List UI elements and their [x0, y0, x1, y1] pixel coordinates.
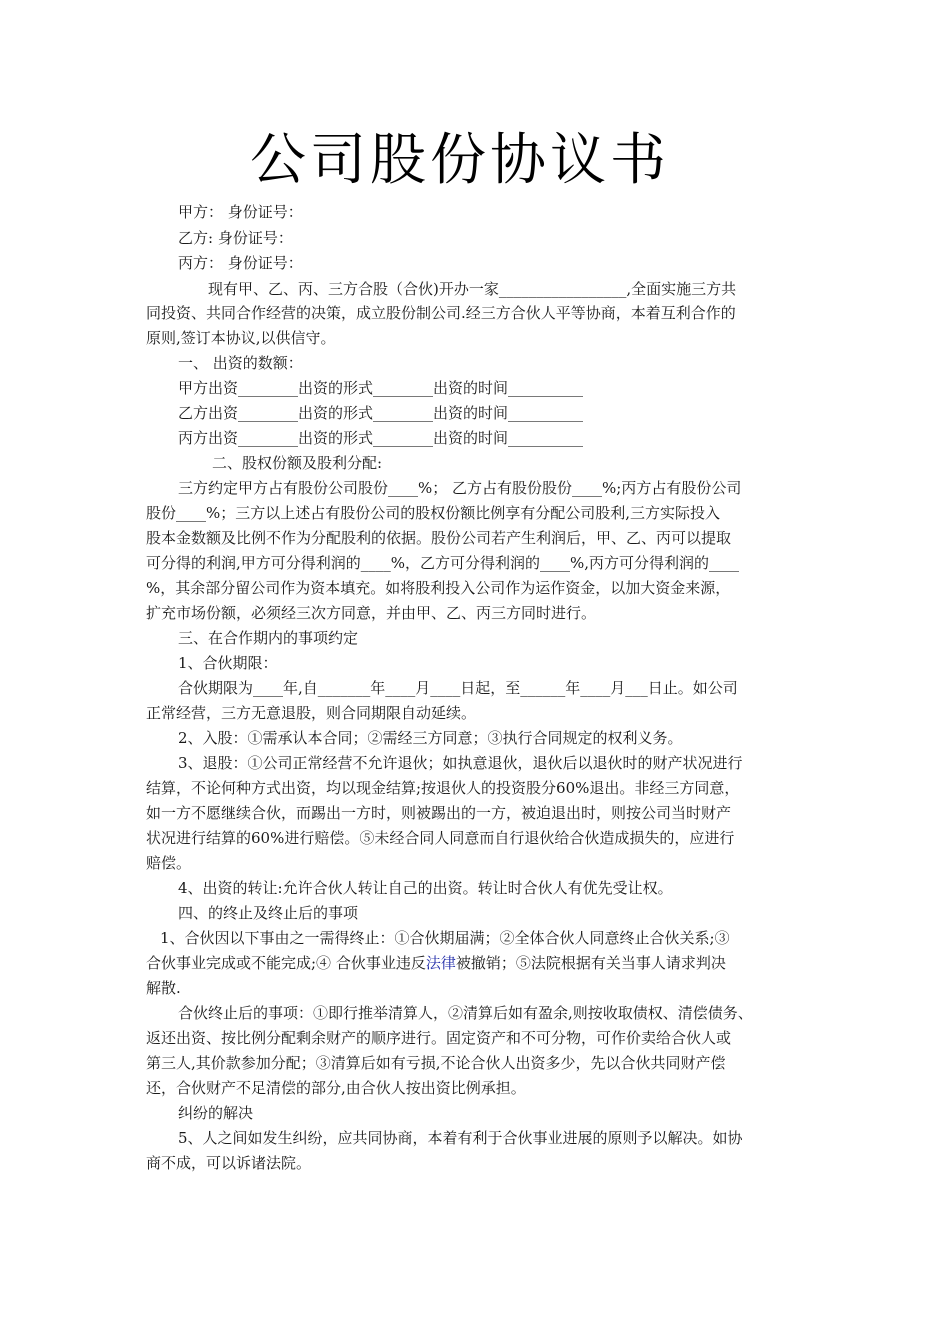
dispute-line: 5、人之间如发生纠纷，应共同协商，本着有利于合伙事业进展的原则予以解决。如协 [178, 1129, 743, 1147]
withdraw-line: 如一方不愿继续合伙，而踢出一方时，则被踢出的一方，被迫退出时，则按公司当时财产 [146, 804, 732, 822]
term-heading: 1、合伙期限： [178, 654, 278, 672]
post-termination-line: 合伙终止后的事项：①即行推举清算人，②清算后如有盈余,则按收取债权、清偿债务、 [178, 1004, 753, 1022]
section-3-heading: 三、在合作期内的事项约定 [178, 629, 359, 647]
law-link[interactable]: 法律 [425, 954, 456, 972]
section-2-line: 可分得的利润,甲方可分得利润的____%，乙方可分得利润的____%,丙方可分得利润的____ [146, 554, 740, 572]
withdraw-line: 赔偿。 [146, 854, 192, 872]
intro-line: 原则,签订本协议,以供信守。 [146, 329, 336, 347]
intro-line: 现有甲、乙、丙、三方合股（合伙)开办一家_________________,全面实施三方共 [208, 280, 737, 298]
join-clause: 2、入股：①需承认本合同；②需经三方同意；③执行合同规定的权利义务。 [178, 729, 683, 747]
document-title: 公司股份协议书 [250, 128, 670, 193]
intro-line: 同投资、共同合作经营的决策，成立股份制公司.经三方合伙人平等协商，本着互利合作的 [146, 304, 736, 322]
transfer-clause: 4、出资的转让:允许合伙人转让自己的出资。转让时合伙人有优先受让权。 [178, 879, 673, 897]
party-jia-line: 甲方： 身份证号： [178, 203, 303, 221]
contribution-row: 甲方出资________出资的形式________出资的时间__________ [178, 379, 584, 397]
term-line: 正常经营，三方无意退股，则合同期限自动延续。 [146, 704, 477, 722]
section-2-heading: 二、股权份额及股利分配: [212, 454, 383, 472]
withdraw-line: 状况进行结算的60%进行赔偿。⑤未经合同人同意而自行退伙给合伙造成损失的，应进行 [146, 829, 735, 847]
term-line: 合伙期限为____年,自_______年____月____日起，至______年____月___日止。如公司 [178, 679, 738, 697]
section-2-line: 三方约定甲方占有股份公司股份____%； 乙方占有股份股份____%;丙方占有股份公司 [178, 479, 742, 497]
termination-line: 1、合伙因以下事由之一需得终止：①合伙期届满；②全体合伙人同意终止合伙关系;③ [160, 929, 730, 947]
section-4-heading: 四、的终止及终止后的事项 [178, 904, 359, 922]
post-termination-line: 返还出资、按比例分配剩余财产的顺序进行。固定资产和不可分物，可作价卖给合伙人或 [146, 1029, 732, 1047]
section-2-line: 股份____%；三方以上述占有股份公司的股权份额比例享有分配公司股利,三方实际投入 [146, 504, 721, 522]
termination-line: 解散. [146, 979, 181, 997]
section-2-line: 扩充市场份额，必须经三次方同意，并由甲、乙、丙三方同时进行。 [146, 604, 597, 622]
party-yi-line: 乙方: 身份证号： [178, 229, 293, 247]
dispute-heading: 纠纷的解决 [178, 1104, 254, 1122]
withdraw-line: 3、退股：①公司正常经营不允许退伙；如执意退伙，退伙后以退伙时的财产状况进行 [178, 754, 743, 772]
post-termination-line: 第三人,其价款参加分配；③清算后如有亏损,不论合伙人出资多少，先以合伙共同财产偿 [146, 1054, 726, 1072]
termination-text: 被撤销；⑤法院根据有关当事人请求判决 [455, 954, 726, 972]
termination-text: 合伙事业完成或不能完成;④ 合伙事业违反 [146, 954, 426, 972]
section-2-line: 股本金数额及比例不作为分配股利的依据。股份公司若产生利润后，甲、乙、丙可以提取 [146, 529, 732, 547]
post-termination-line: 还，合伙财产不足清偿的部分,由合伙人按出资比例承担。 [146, 1079, 526, 1097]
section-1-heading: 一、 出资的数额： [178, 354, 303, 372]
section-2-line: %，其余部分留公司作为资本填充。如将股利投入公司作为运作资金，以加大资金来源， [146, 579, 731, 597]
dispute-line: 商不成，可以诉诸法院。 [146, 1154, 312, 1172]
contribution-row: 丙方出资________出资的形式________出资的时间__________ [178, 429, 584, 447]
termination-line [146, 953, 726, 973]
party-bing-line: 丙方： 身份证号： [178, 254, 303, 272]
contribution-row: 乙方出资________出资的形式________出资的时间__________ [178, 404, 584, 422]
withdraw-line: 结算，不论何种方式出资，均以现金结算;按退伙人的投资股分60%退出。非经三方同意， [146, 779, 740, 797]
